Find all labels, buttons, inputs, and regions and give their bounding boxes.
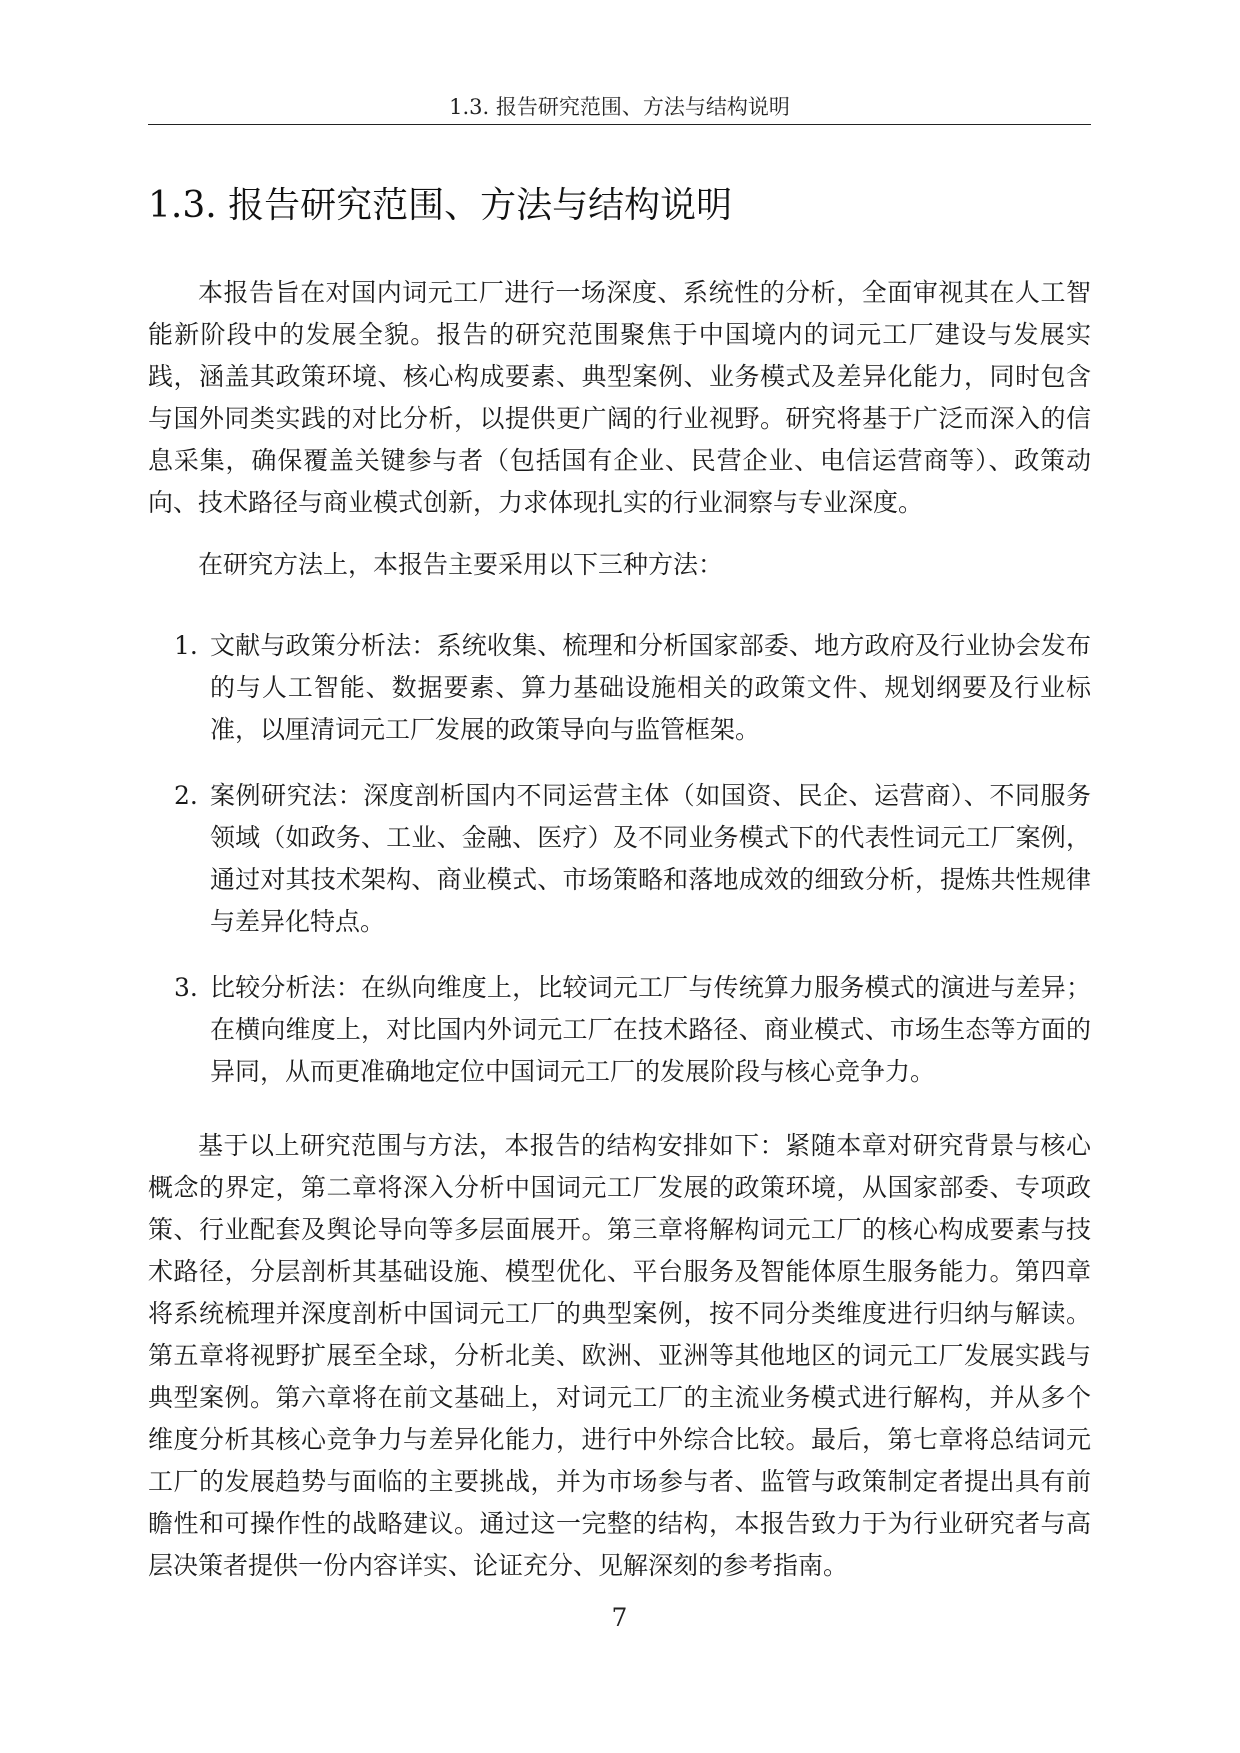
methods-lead-paragraph: 在研究方法上，本报告主要采用以下三种方法： <box>198 550 724 579</box>
method-text: 文献与政策分析法：系统收集、梳理和分析国家部委、地方政府及行业协会发布的与人工智能、数据要素、算力基础设施相关的政策文件、规划纲要及行业标准，以厘清词元工厂发展的政策导向与监管框架。 <box>210 631 1091 744</box>
intro-paragraph: 本报告旨在对国内词元工厂进行一场深度、系统性的分析，全面审视其在人工智能新阶段中的发展全貌。报告的研究范围聚焦于中国境内的词元工厂建设与发展实践，涵盖其政策环境、核心构成要素、典型案例、业务模式及差异化能力，同时包含与国外同类实践的对比分析，以提供更广阔的行业视野。研究将基于广泛而深入的信息采集，确保覆盖关键参与者（包括国有企业、民营企业、电信运营商等）、政策动向、技术路径与商业模式创新，力求体现扎实的行业洞察与专业深度。 <box>148 278 1091 517</box>
header-rule <box>148 124 1091 125</box>
method-number: 1. <box>174 631 198 660</box>
running-header: 1.3. 报告研究范围、方法与结构说明 <box>449 95 790 119</box>
structure-paragraph: 基于以上研究范围与方法，本报告的结构安排如下：紧随本章对研究背景与核心概念的界定，第二章将深入分析中国词元工厂发展的政策环境，从国家部委、专项政策、行业配套及舆论导向等多层面展开。第三章将解构词元工厂的核心构成要素与技术路径，分层剖析其基础设施、模型优化、平台服务及智能体原生服务能力。第四章将系统梳理并深度剖析中国词元工厂的典型案例，按不同分类维度进行归纳与解读。第五章将视野扩展至全球，分析北美、欧洲、亚洲等其他地区的词元工厂发展实践与典型案例。第六章将在前文基础上，对词元工厂的主流业务模式进行解构，并从多个维度分析其核心竞争力与差异化能力，进行中外综合比较。最后，第七章将总结词元工厂的发展趋势与面临的主要挑战，并为市场参与者、监管与政策制定者提出具有前瞻性和可操作性的战略建议。通过这一完整的结构，本报告致力于为行业研究者与高层决策者提供一份内容详实、论证充分、见解深刻的参考指南。 <box>148 1131 1091 1580</box>
method-text: 案例研究法：深度剖析国内不同运营主体（如国资、民企、运营商）、不同服务领域（如政务、工业、金融、医疗）及不同业务模式下的代表性词元工厂案例，通过对其技术架构、商业模式、市场策略和落地成效的细致分析，提炼共性规律与差异化特点。 <box>210 781 1091 936</box>
section-title: 1.3. 报告研究范围、方法与结构说明 <box>148 185 733 226</box>
method-number: 2. <box>174 781 198 810</box>
method-item-case-study <box>148 775 1091 943</box>
method-item-literature <box>148 625 1091 751</box>
page-number: 7 <box>611 1603 628 1632</box>
method-item-comparison <box>148 967 1091 1093</box>
method-text: 比较分析法：在纵向维度上，比较词元工厂与传统算力服务模式的演进与差异；在横向维度上，对比国内外词元工厂在技术路径、商业模式、市场生态等方面的异同，从而更准确地定位中国词元工厂的发展阶段与核心竞争力。 <box>210 973 1091 1086</box>
methods-list <box>148 625 1091 1117</box>
method-number: 3. <box>174 973 198 1002</box>
